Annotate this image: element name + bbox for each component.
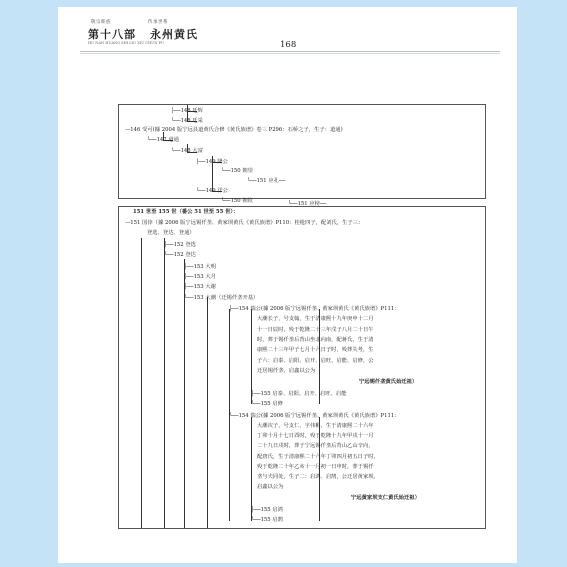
tree-entry: └──148 廷采	[171, 118, 203, 124]
ancestor-note: 宁远黄家坝支仁黄氏始迁祖）	[351, 495, 420, 501]
ancestor-note: 宁远锡仟垄黄氏始迁祖）	[359, 379, 418, 385]
tree-entry: ├──149 隆公	[196, 159, 228, 165]
biography-line: 配唐氏，生于清康熙二十六年丁卯四月初五日子时，	[257, 454, 379, 460]
tree-entry: ├──153 大谢	[184, 284, 216, 290]
tree-entry: └──149 洋公	[196, 188, 228, 194]
biography-line: 启鑫以公为	[257, 484, 284, 490]
tree-line	[164, 238, 165, 528]
header-rule-thin	[80, 53, 500, 54]
biography-line: 子六：启泰、启阳、启开、启旺、启能、启修，公	[257, 358, 374, 364]
tree-entry: └──151 应榜──	[288, 201, 327, 207]
tree-entry: ├──155 启鸿	[251, 507, 283, 513]
header-pinyin: HU NAN HUANG SHI LIU XIU CHUN PU	[88, 41, 165, 45]
biography-line: 康熙二十三年甲子七月十六日子时，殁葬失考，生	[257, 347, 374, 353]
document-page	[58, 7, 517, 563]
header-chapter: 第十八部	[88, 28, 136, 41]
tree-line	[319, 309, 320, 404]
header-slogan-right: 传承世系	[148, 20, 168, 25]
biography-line: 大潮次子，号支仁，字伟彬，生于清康熙二十六年	[257, 423, 374, 429]
tree-entry: └──150 朝钦	[221, 198, 253, 204]
biography-line: 殁于乾隆二十年乙亥十一月初一日申时，葬于锡仟	[257, 464, 374, 470]
tree-entry: └──147 道通	[147, 137, 179, 143]
tree-line	[251, 309, 252, 404]
genealogy-box-bottom	[118, 206, 486, 529]
intro-line: 登选、登达、登通）	[147, 230, 195, 236]
tree-line	[141, 238, 142, 528]
header-title: 永州黄氏	[150, 28, 198, 41]
tree-entry: └──155 启鹄	[251, 517, 283, 523]
biography-line: 丁卯十月十七日酉时，殁于乾隆十九年甲戌十一月	[257, 433, 374, 439]
tree-entry: ├──154 瑞公(據 2006 版宁远锡仟垄、黄家坝黄氏《黄氏族谱》P111：	[229, 306, 400, 312]
tree-entry: └──148 大富	[171, 148, 203, 154]
tree-entry: ├──148 廷辉	[171, 108, 203, 114]
tree-line	[251, 417, 252, 521]
biography-line: 十一日辰时，殁于乾隆二十三年戊子八月二十日午	[257, 327, 374, 333]
biography-line: 时，葬于锡仟垄后背山坐北向南，配蒋氏，生于清	[257, 337, 374, 343]
header-rule	[80, 51, 500, 52]
intro-line: —151 国倖（據 2006 版宁远锡仟垄、黄家坝黄氏《黄氏族谱》P110：桂枪四子，配刘氏，生子三：	[125, 220, 364, 226]
tree-entry: ├──153 大月	[184, 274, 216, 280]
biography-line: 大潮长子，号支翰，生于清康熙十九年庚申十二月	[257, 316, 374, 322]
biography-line: 垄与夫同处，生子二：启鸿、启鹄，公迁居黄家坝，	[257, 474, 379, 480]
tree-entry: └──155 启修	[251, 401, 283, 407]
biography-line: 二十九日戌时，葬于宁远锡仟垄后背山乙山辛向，	[257, 443, 374, 449]
tree-entry: └──152 登达	[164, 252, 196, 258]
header-slogan-left: 敬宗睦族	[91, 20, 111, 25]
tree-entry: ├──153 大明	[184, 264, 216, 270]
tree-entry: ├──155 启泰、启阳、启开、启旺、启能	[251, 391, 347, 397]
tree-entry: ├──152 登选	[164, 242, 196, 248]
section-heading: 151 世至 155 世（番公 51 世至 55 世）：	[133, 209, 239, 215]
tree-entry: └──151 应孔──	[247, 178, 286, 184]
biography-line: 迁居锡仟垄，启鑫以公为	[257, 368, 316, 374]
tree-entry: └──150 朝崇	[221, 168, 253, 174]
tree-entry: └──154 瑞公(據 2006 版宁远锡仟垄、黄家坝黄氏《黄氏族谱》P111：	[229, 413, 400, 419]
page-number: 168	[280, 40, 297, 50]
tree-entry: └──153 大潮（迁锡仟垄开基）	[184, 295, 259, 301]
tree-line	[207, 297, 208, 528]
tree-entry: —146 受可(據 2004 版宁远县道黄氏合修《黄氏族谱》卷三 P296：石桥之子，生子：道通)	[125, 127, 343, 133]
